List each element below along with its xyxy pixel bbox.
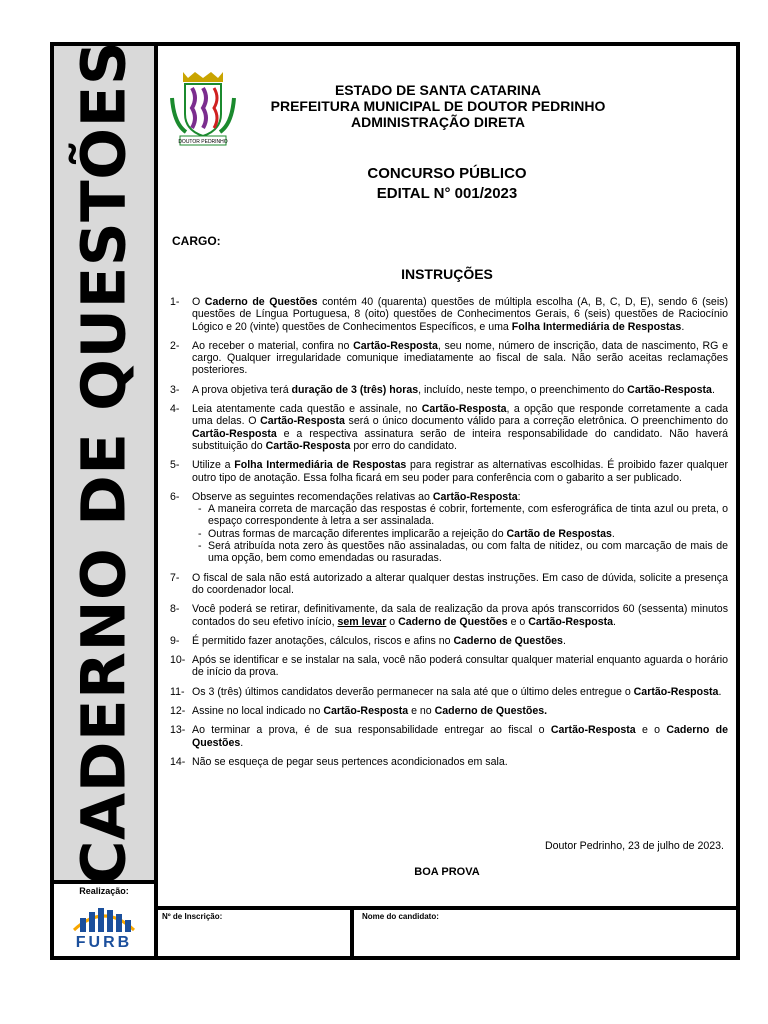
exam-title-line2: EDITAL N° 001/2023 (376, 185, 518, 202)
instruction-text (192, 654, 728, 679)
instruction-text-fragment: . (718, 685, 722, 698)
instruction-text-fragment: . (681, 320, 685, 333)
subitem-dash: - (198, 540, 202, 553)
instruction-text-fragment: : (517, 490, 521, 503)
instruction-text-fragment: Após se identificar e se instalar na sala, você não poderá consultar qualquer material enquanto aguarda o horário de início da prova. (192, 654, 728, 679)
instruction-number: 2- (170, 339, 180, 352)
instruction-text (192, 491, 728, 565)
instruction-text-fragment: Cartão de Respostas (506, 527, 612, 540)
instruction-number: 12- (170, 705, 186, 718)
instruction-text-fragment: Ao terminar a prova, é de sua responsabilidade entregar ao fiscal o (192, 724, 551, 737)
instruction-text (192, 459, 728, 484)
crest-text: DOUTOR PEDRINHO (178, 139, 228, 145)
instruction-text-fragment: . (240, 736, 244, 749)
instruction-item (170, 459, 728, 484)
instruction-number: 8- (170, 603, 180, 616)
instruction-text-fragment: Você poderá se retirar, definitivamente, da sala de realização da prova após transcorridos 60 (sessenta) minutos contados do seu efetivo início, (192, 603, 728, 628)
instruction-text-fragment: Será atribuída nota zero às questões não assinaladas, ou com falta de nitidez, ou com marcação de mais de uma opção, bem como emendadas ou rasuradas. (208, 540, 728, 565)
instructions-list (170, 296, 728, 775)
instruction-text-fragment: Cartão-Resposta (627, 383, 712, 396)
exam-title-line1: CONCURSO PÚBLICO (367, 165, 527, 182)
instruction-text-fragment: O (192, 296, 205, 308)
instruction-text-fragment: Os 3 (três) últimos candidatos deverão permanecer na sala até que o último deles entregue o (192, 685, 634, 698)
instruction-text-fragment: Cartão-Resposta (421, 403, 507, 416)
instruction-text-fragment: . (611, 527, 615, 540)
instruction-text (192, 756, 728, 768)
instruction-number: 11- (170, 685, 185, 698)
instruction-text-fragment: . (711, 383, 715, 396)
instruction-text-fragment: sem levar (337, 615, 387, 628)
header-prefeitura: PREFEITURA MUNICIPAL DE DOUTOR PEDRINHO (270, 98, 606, 114)
instruction-text-fragment: Caderno de Questões (204, 296, 318, 308)
instruction-subitem (192, 540, 728, 565)
instruction-text-fragment: Caderno de Questões. (434, 705, 548, 718)
instruction-text (192, 686, 728, 698)
instruction-text-fragment: e a respectiva assinatura serão de inteira responsabilidade do candidato. Não haverá substituição do (192, 427, 728, 452)
instruction-number: 4- (170, 403, 180, 416)
instruction-item (170, 340, 728, 377)
instruction-item (170, 403, 728, 452)
instruction-subitem (192, 528, 728, 540)
inscricao-label: Nº de Inscrição: (162, 912, 223, 921)
instruction-item (170, 635, 728, 647)
instruction-text-fragment: Cartão-Resposta (633, 685, 719, 698)
candidate-name-field[interactable] (358, 910, 736, 960)
institution-header (248, 82, 628, 130)
instruction-text-fragment: Caderno de Questões (192, 724, 728, 749)
subitem-text (208, 540, 728, 565)
instruction-item (170, 296, 728, 333)
instruction-text-fragment: Outras formas de marcação diferentes implicarão a rejeição do (208, 527, 507, 540)
instruction-text (192, 340, 728, 377)
main-content (158, 46, 736, 906)
instruction-text-fragment: Ao receber o material, confira no (192, 339, 354, 352)
instruction-text-fragment: Cartão-Resposta (432, 490, 518, 503)
instruction-text-fragment: , seu nome, número de inscrição, data de nascimento, RG e cargo. Qualquer irregularidade comunique imediatamente ao fiscal de sala. Não serão aceitas reclamações posteriores. (192, 339, 728, 377)
instruction-text-fragment: Cartão-Resposta (192, 427, 277, 440)
instruction-item (170, 686, 728, 698)
instruction-text-fragment: , a opção que responde corretamente a cada uma delas. O (192, 403, 728, 428)
instruction-text-fragment: para registrar as alternativas escolhidas. É proibido fazer qualquer outro tipo de anotação. Essa folha ficará em seu poder para conferência com o gabarito a ser publicado. (192, 459, 729, 484)
instruction-item (170, 654, 728, 679)
instruction-number: 6- (170, 490, 180, 503)
instruction-text-fragment: e o (635, 724, 667, 737)
instruction-text-fragment: . (613, 615, 616, 628)
subitem-text (208, 528, 728, 540)
municipal-crest-icon (168, 68, 238, 150)
instruction-text-fragment: Cartão-Resposta (265, 439, 351, 452)
instruction-item (170, 491, 728, 565)
instruction-text-fragment: A maneira correta de marcação das respostas é cobrir, fortemente, com esferográfica de tinta azul ou preta, o espaço correspondente à letra a ser assinalada. (208, 503, 728, 528)
instruction-text-fragment: Utilize a (192, 459, 235, 472)
instructions-title: INSTRUÇÕES (401, 266, 493, 282)
candidate-info-footer (158, 906, 736, 960)
instruction-text (192, 296, 728, 333)
instruction-text (192, 384, 728, 396)
instruction-item (170, 705, 728, 717)
instruction-text-fragment: Cartão-Resposta (353, 339, 438, 352)
instruction-text-fragment: Cartão-Resposta (528, 615, 614, 628)
subitem-dash: - (198, 527, 202, 540)
instruction-text-fragment: será o único documento válido para a correção eletrônica. O preenchimento do (344, 415, 728, 428)
instruction-text-fragment: por erro do candidato. (350, 439, 458, 452)
instruction-text-fragment: duração de 3 (três) horas (291, 383, 419, 396)
instruction-text-fragment: Não se esqueça de pegar seus pertences acondicionados em sala. (192, 755, 508, 768)
instruction-text-fragment: Folha Intermediária de Respostas (511, 320, 682, 333)
instruction-number: 1- (170, 296, 180, 308)
instruction-text-fragment: o (386, 615, 399, 628)
sidebar (54, 40, 158, 886)
instruction-text-fragment: contém 40 (quarenta) questões de múltipla escolha (A, B, C, D, E), sendo 6 (seis) questões de Língua Portuguesa, 8 (oito) questões de Conhecimentos Gerais, 6 (seis) questões de Raciocínio Lógico e 20 (vinte) questões de Conhecimentos Específicos, e uma (192, 296, 728, 333)
instruction-text (192, 403, 728, 452)
instruction-subitem (192, 503, 728, 528)
instruction-number: 14- (170, 755, 186, 768)
header-administracao: ADMINISTRAÇÃO DIRETA (351, 114, 525, 130)
instruction-number: 10- (170, 654, 186, 667)
instruction-text-fragment: O fiscal de sala não está autorizado a alterar qualquer destas instruções. Em caso de dúvida, solicite a presença do coordenador local. (192, 571, 728, 596)
instruction-number: 13- (170, 724, 186, 737)
instruction-number: 9- (170, 634, 180, 647)
cargo-label: CARGO: (172, 234, 221, 248)
instruction-number: 3- (170, 383, 180, 396)
instruction-text-fragment: , incluído, neste tempo, o preenchimento do (418, 383, 628, 396)
instruction-item (170, 756, 728, 768)
closing-text: BOA PROVA (414, 866, 480, 878)
instruction-text-fragment: e no (408, 705, 435, 718)
instruction-text (192, 705, 728, 717)
subitem-text (208, 503, 728, 528)
realizacao-label: Realização: (79, 886, 129, 896)
instruction-number: 5- (170, 459, 180, 472)
instruction-text-fragment: Cartão-Resposta (550, 724, 636, 737)
instruction-text-fragment: Caderno de Questões (398, 615, 508, 628)
sidebar-title: CADERNO DE QUESTÕES (68, 40, 140, 886)
document-date: Doutor Pedrinho, 23 de julho de 2023. (544, 840, 724, 852)
instruction-text-fragment: e o (507, 615, 529, 628)
instruction-text-fragment: Observe as seguintes recomendações relativas ao (192, 490, 433, 503)
instruction-item (170, 384, 728, 396)
instruction-text-fragment: Cartão-Resposta (323, 705, 409, 718)
instruction-text-fragment: Assine no local indicado no (192, 705, 324, 718)
instruction-text-fragment: É permitido fazer anotações, cálculos, riscos e afins no (192, 634, 454, 647)
inscricao-field[interactable] (158, 910, 354, 960)
header-state: ESTADO DE SANTA CATARINA (334, 82, 542, 98)
instruction-text-fragment: Leia atentamente cada questão e assinale, no (192, 403, 422, 416)
instruction-text-fragment: A prova objetiva terá (192, 383, 292, 396)
instruction-text (192, 603, 728, 628)
instruction-text-fragment: Cartão-Resposta (260, 415, 345, 428)
candidate-name-label: Nome do candidato: (362, 912, 439, 921)
exam-cover-frame (50, 42, 740, 960)
instruction-text (192, 724, 728, 749)
furb-logo-text: FURB (75, 934, 133, 951)
instruction-text-fragment: Folha Intermediária de Respostas (234, 459, 407, 472)
instruction-item (170, 724, 728, 749)
instruction-text-fragment: . (562, 634, 566, 647)
instruction-number: 7- (170, 571, 180, 584)
exam-title (158, 164, 736, 204)
instruction-item (170, 603, 728, 628)
instruction-text (192, 635, 728, 647)
realizacao-box (54, 880, 158, 960)
subitem-dash: - (198, 503, 202, 516)
instruction-text-fragment: Caderno de Questões (453, 634, 563, 647)
instruction-text (192, 572, 728, 597)
instruction-item (170, 572, 728, 597)
